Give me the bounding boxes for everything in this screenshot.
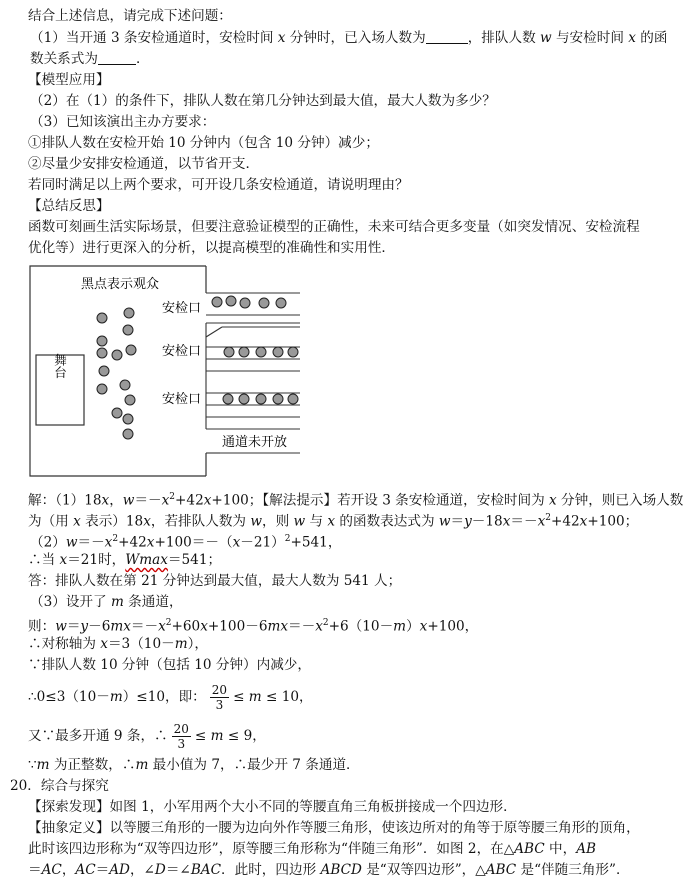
solution-line-10: ∴0≤3（10－m）≤10，即： $\frac{20}{3}$ ≤ m ≤ 10， [28,683,313,712]
question-20-title: 20．综合与探究 [10,778,109,794]
solution-line-6: （3）设开了 m 条通道， [30,594,183,610]
solution-line-1: 解：（1）18x，$w=-x^2+42x+100$；【解法提示】若开设 3 条安检通道，安检时间为 x 分钟，则已入场人数 [28,492,684,509]
closed-lane-label: 通道未开放 [222,435,288,450]
summary-line-2: 优化等）进行更深入的分析，以提高模型的准确性和实用性． [28,240,396,256]
audience-dot [97,313,107,323]
fraction-20-3: $\frac{20}{3}$ [211,683,228,712]
audience-dot [97,384,107,394]
audience-dot [126,345,136,355]
gate-2-label: 安检口 [162,344,202,359]
queue-dot [288,347,298,357]
requirement-1: ①排队人数在安检开始 10 分钟内（包含 10 分钟）减少； [28,135,379,151]
stage-label: 舞台 [52,353,68,379]
audience-dot [97,348,107,358]
venue-diagram [24,263,314,483]
requirement-2: ②尽量少安排安检通道，以节省开支． [28,156,260,172]
solution-line-9: ∵排队人数 10 分钟（包括 10 分钟）内减少， [28,657,311,673]
summary-heading: 【总结反思】 [28,198,110,214]
venue-diagram-svg [24,263,314,483]
answer-blank-2[interactable] [98,50,136,65]
audience-dot [99,366,109,376]
question-20-abstract-2: 此时该四边形称为“双等四边形”，原等腰三角形称为“伴随三角形”．如图 2，在△ABC 中，AB [28,841,597,857]
question-20-abstract-1: 【抽象定义】以等腰三角形的一腰为边向外作等腰三角形，使该边所对的角等于原等腰三角形的顶角， [28,820,640,836]
audience-dot [125,395,135,405]
gate-3-label: 安检口 [162,392,202,407]
queue-dot [259,298,269,308]
queue-dot [240,298,250,308]
audience-dot [112,350,122,360]
question-1-line-2: 数关系式为 ． [30,51,150,67]
gate-1-funnel [206,327,222,337]
solution-line-12: ∵m 为正整数，∴m 最小值为 7，∴最少开 7 条通道． [28,757,360,773]
solution-line-5: 答：排队人数在第 21 分钟达到最大值，最大人数为 541 人； [28,573,402,589]
fraction-20-3: $\frac{20}{3}$ [173,722,189,751]
question-20-discover: 【探索发现】如图 1，小军用两个大小不同的等腰直角三角板拼接成一个四边形． [28,799,517,815]
solution-line-3: $(2)w=-x^2+42x+100=-(x-21)^2+541$， [30,534,342,551]
queue-dot [256,394,266,404]
queue-dot [276,298,286,308]
queue-dot [288,394,298,404]
solution-line-11: 又∵最多开通 9 条，∴ $\frac{20}{3}$ ≤ m ≤ 9， [28,722,266,751]
queue-dot [239,347,249,357]
queue-dot [273,394,283,404]
question-1-line-1: （1）当开通 3 条安检通道时，安检时间 x 分钟时，已入场人数为 ，排队人数 w 与安检时间 x 的函 [30,30,668,46]
queue-dot [256,347,266,357]
solution-line-2: 为（用 x 表示）18x，若排队人数为 w，则 w 与 x 的函数表达式为 $w=y-18x=-x^2+42x+100$； [28,513,639,530]
model-heading: 【模型应用】 [28,72,110,88]
queue-dots [212,296,298,404]
queue-dot [226,296,236,306]
answer-blank-1[interactable] [426,29,468,44]
audience-dot [112,408,122,418]
audience-dot [123,429,133,439]
queue-dot [239,394,249,404]
gate-1-label: 安检口 [162,301,202,316]
legend-label: 黑点表示观众 [81,277,160,292]
audience-dot [123,414,133,424]
audience-dot [97,336,107,346]
question-3-prompt: 若同时满足以上两个要求，可开设几条安检通道，请说明理由？ [28,177,409,193]
audience-dots [97,308,136,439]
audience-dot [124,308,134,318]
summary-line-1: 函数可刻画生活实际场景，但要注意验证模型的正确性，未来可结合更多变量（如突发情况、安检流程 [28,219,640,235]
solution-line-7: 则：$w=y-6mx=-x^2+60x+100-6mx=-x^2+6(10-m)x+100$， [28,618,479,635]
question-3: （3）已知该演出主办方要求： [30,114,216,130]
solution-line-4: ∴当 x＝21时，Wmax＝541； [28,552,222,568]
queue-dot [223,394,233,404]
solution-line-8: ∴对称轴为 x＝3（10－m）， [28,636,208,652]
audience-dot [120,380,130,390]
queue-dot [224,347,234,357]
question-20-abstract-3: ＝AC，AC＝AD，∠D＝∠BAC．此时，四边形 ABCD 是“双等四边形”，△ABC 是“伴随三角形”． [28,862,630,878]
intro-text: 结合上述信息，请完成下述问题： [28,8,232,24]
audience-dot [123,325,133,335]
question-2: （2）在（1）的条件下，排队人数在第几分钟达到最大值，最大人数为多少？ [30,93,496,109]
queue-dot [273,347,283,357]
queue-dot [212,297,222,307]
